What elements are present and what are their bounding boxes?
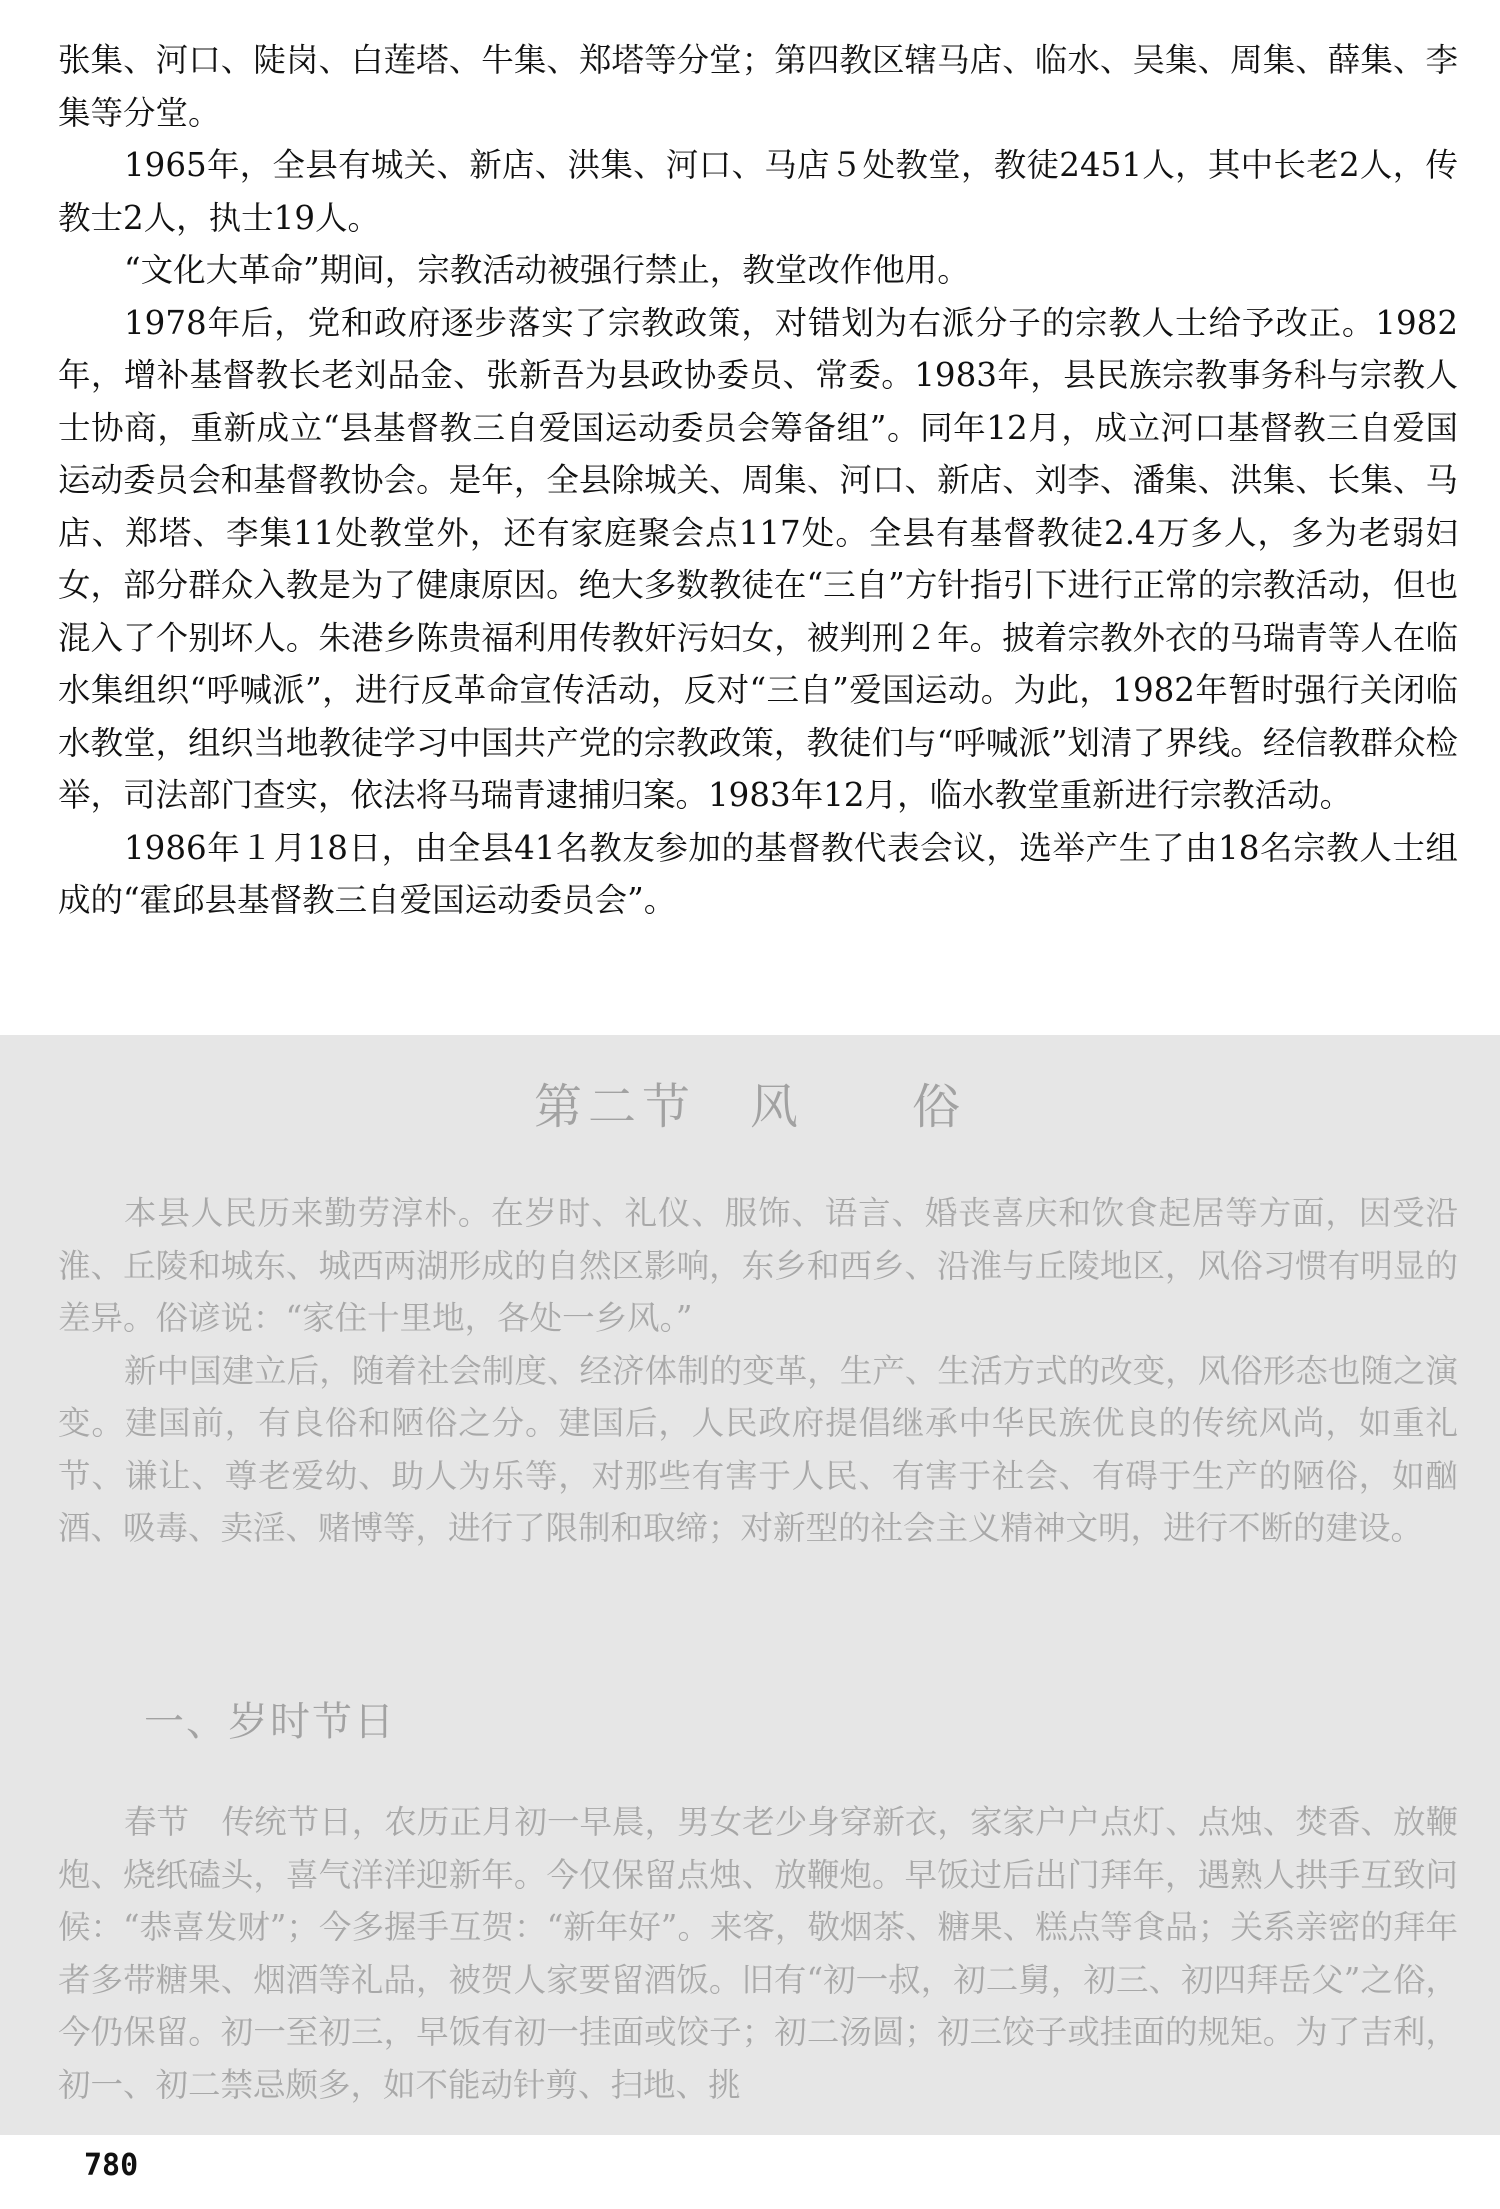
paragraph-1965: 1965年，全县有城关、新店、洪集、河口、马店５处教堂，教徒2451人，其中长老2人，传教士2人，执士19人。 <box>58 146 1458 237</box>
section-title: 第二节 风 俗 <box>533 1079 966 1135</box>
paragraph-customs-intro: 本县人民历来勤劳淳朴。在岁时、礼仪、服饰、语言、婚丧喜庆和饮食起居等方面，因受沿淮、丘陵和城东、城西两湖形成的自然区影响，东乡和西乡、沿淮与丘陵地区，风俗习惯有明显的差异。俗谚说：“家住十里地，各处一乡风。” <box>58 1194 1458 1337</box>
paragraph-customs-change: 新中国建立后，随着社会制度、经济体制的变革，生产、生活方式的改变，风俗形态也随之演变。建国前，有良俗和陋俗之分。建国后，人民政府提倡继承中华民族优良的传统风尚，如重礼节、谦让、尊老爱幼、助人为乐等，对那些有害于人民、有害于社会、有碍于生产的陋俗，如酗酒、吸毒、卖淫、赌博等，进行了限制和取缔；对新型的社会主义精神文明，进行不断的建设。 <box>58 1351 1458 1547</box>
paragraph-continuation: 张集、河口、陡岗、白莲塔、牛集、郑塔等分堂；第四教区辖马店、临水、吴集、周集、薛集、李集等分堂。 <box>58 41 1458 132</box>
subsection-title: 一、岁时节日 <box>144 1699 396 1745</box>
prior-section-text <box>58 34 1458 927</box>
paragraph-1978: 1978年后，党和政府逐步落实了宗教政策，对错划为右派分子的宗教人士给予改正。1982年，增补基督教长老刘品金、张新吾为县政协委员、常委。1983年，县民族宗教事务科与宗教人士协商，重新成立“县基督教三自爱国运动委员会筹备组”。同年12月，成立河口基督教三自爱国运动委员会和基督教协会。是年，全县除城关、周集、河口、新店、刘李、潘集、洪集、长集、马店、郑塔、李集11处教堂外，还有家庭聚会点117处。全县有基督教徒2.4万多人，多为老弱妇女，部分群众入教是为了健康原因。绝大多数教徒在“三自”方针指引下进行正常的宗教活动，但也混入了个别坏人。朱港乡陈贵福利用传教奸污妇女，被判刑２年。披着宗教外衣的马瑞青等人在临水集组织“呼喊派”，进行反革命宣传活动，反对“三自”爱国运动。为此，1982年暂时强行关闭临水教堂，组织当地教徒学习中国共产党的宗教政策，教徒们与“呼喊派”划清了界线。经信教群众检举，司法部门查实，依法将马瑞青逮捕归案。1983年12月，临水教堂重新进行宗教活动。 <box>58 303 1458 814</box>
paragraph-spring-festival: 春节 传统节日，农历正月初一早晨，男女老少身穿新衣，家家户户点灯、点烛、焚香、放鞭炮、烧纸磕头，喜气洋洋迎新年。今仅保留点烛、放鞭炮。早饭过后出门拜年，遇熟人拱手互致问候：“恭喜发财”；今多握手互贺：“新年好”。来客，敬烟茶、糖果、糕点等食品；关系亲密的拜年者多带糖果、烟酒等礼品，被贺人家要留酒饭。旧有“初一叔，初二舅，初三、初四拜岳父”之俗，今仍保留。初一至初三，早饭有初一挂面或饺子；初二汤圆；初三饺子或挂面的规矩。为了吉利，初一、初二禁忌颇多，如不能动针剪、扫地、挑 <box>58 1803 1458 2104</box>
paragraph-1986: 1986年１月18日，由全县41名教友参加的基督教代表会议，选举产生了由18名宗教人士组成的“霍邱县基督教三自爱国运动委员会”。 <box>58 828 1458 919</box>
section-intro-text <box>58 1187 1458 1555</box>
paragraph-cultural-revolution: “文化大革命”期间，宗教活动被强行禁止，教堂改作他用。 <box>124 251 970 289</box>
page-number: 780 <box>84 2148 139 2183</box>
subsection-text <box>58 1796 1458 2111</box>
